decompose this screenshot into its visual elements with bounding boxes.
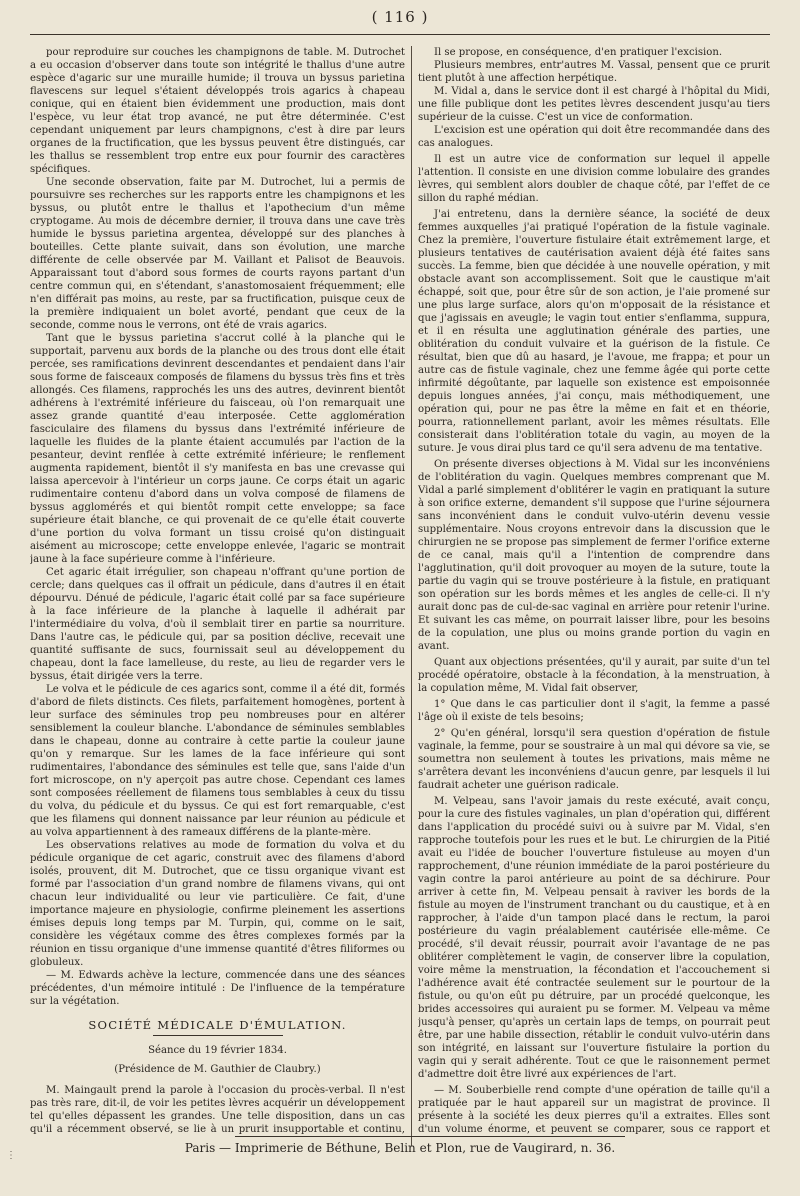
left-session-paragraph: M. Maingault prend la parole à l'occasion du procès-verbal. Il n'est pas très rare, dit-il, de voir les petites lèvres acquérir un développement tel qu'elles dépassent les grandes. Une telle disposition, dans un cas qu'il a récemment observé, se lie à un prurit insupportable et continu, bbox=[30, 1085, 405, 1135]
right-paragraph: Plusieurs membres, entr'autres M. Vassal, pensent que ce prurit tient plutôt à une affection herpétique. bbox=[418, 60, 770, 84]
footer-rule bbox=[235, 1136, 625, 1137]
numbered-point: 2° Qu'en général, lorsqu'il sera question d'opération de fistule vaginale, la femme, pour se soustraire à un mal qui dévore sa vie, se soumettra non seulement à toutes les privations, mais même ne s'arrêtera devant les inconvéniens d'aucun genre, par lesquels il lui faudrait acheter une guérison radicale. bbox=[418, 728, 770, 791]
right-paragraph: M. Velpeau, sans l'avoir jamais du reste exécuté, avait conçu, pour la cure des fistules vaginales, un plan d'opération qui, différent dans l'application du procédé suivi ou à suivre par M. Vidal, s'en rapproche toutefois pour les rues et le but. Le chirurgien de la Pitié avait eu l'idée de boucher l'ouverture fistuleuse au moyen d'un rapprochement, d'une réunion immédiate de la paroi postérieure du vagin contre la paroi antérieure au point de sa déchirure. Pour arriver à cette fin, M. Velpeau pensait à raviver les bords de la fistule au moyen de l'instrument tranchant ou du caustique, et à en rapprocher, à l'aide d'un tampon placé dans le rectum, la paroi postérieure du vagin préalablement cautérisée elle-même. Ce procédé, s'il devait réussir, pourrait avoir l'avantage de ne pas oblitérer complètement le vagin, de conserver libre la copulation, voire même la menstruation, la fécondation et l'accouchement si l'adhérence avait été contractée seulement sur le pourtour de la fistule, ou qu'on eût pu détruire, par un procédé quelconque, les brides accessoires qui auraient pu se former. M. Velpeau va même jusqu'à penser, qu'après un certain laps de temps, on pourrait peut être, par une habile dissection, rétablir le conduit vulvo-utérin dans son intégrité, en laissant sur l'ouverture fistulaire la portion du vagin qui y serait adhérente. Tout ce que le raisonnement permet d'admettre doit être livré aux expériences de l'art. bbox=[418, 796, 770, 1080]
left-column bbox=[30, 46, 405, 1136]
column-divider bbox=[411, 46, 412, 1146]
printer-imprint: Paris — Imprimerie de Béthune, Belin et Plon, rue de Vaugirard, n. 36. bbox=[184, 1141, 616, 1155]
right-paragraph: Il se propose, en conséquence, d'en pratiquer l'excision. bbox=[434, 47, 723, 58]
right-paragraph: L'excision est une opération qui doit être recommandée dans des cas analogues. bbox=[418, 125, 770, 149]
left-paragraph: Une seconde observation, faite par M. Dutrochet, lui a permis de poursuivre ses recherches sur les rapports entre les champignons et les byssus, ou plutôt entre le thallus et l'apothecium d'un même cryptogame. Au mois de décembre dernier, il trouva dans une cave très humide le byssus parietina argentea, développé sur des planches à bouteilles. Cette plante suivait, dans son évolution, une marche différente de celle observée par M. Vaillant et Palisot de Beauvois. Apparaissant tout d'abord sous formes de courts rayons partant d'un centre commun qui, en s'étendant, s'anastomosaient fréquemment; elle n'en différait pas moins, au reste, par sa fructification, puisque ceux de la première indiquaient un bolet avorté, pendant que ceux de la seconde, comme nous le verrons, ont été de vrais agarics. bbox=[30, 177, 405, 331]
left-paragraph: Le volva et le pédicule de ces agarics sont, comme il a été dit, formés d'abord de filets distincts. Ces filets, parfaitement homogènes, portent à leur surface des séminules trop peu nombreuses pour en altérer sensiblement la couleur blanche. L'abondance de séminules semblables dans le chapeau, donne au contraire à cette partie la couleur jaune qu'on y remarque. Sur les lames de la face inférieure qui sont rudimentaires, l'abondance des séminules est telle que, sans l'aide d'un fort microscope, on n'y aperçoit pas autre chose. Cependant ces lames sont composées réellement de filamens tous semblables à ceux du tissu du volva, du pédicule et du byssus. Ce qui est fort remarquable, c'est que les filamens qui donnent naissance par leur réunion au pédicule et au volva appartiennent à des rameaux différens de la plante-mère. bbox=[30, 684, 405, 838]
left-paragraph: Les observations relatives au mode de formation du volva et du pédicule organique de cet agaric, construit avec des filamens d'abord isolés, prouvent, dit M. Dutrochet, que ce tissu organique vivant est formé par l'association d'un grand nombre de filamens vivans, qui ont chacun leur individualité ou leur vie particulière. Ce fait, d'une importance majeure en physiologie, confirme pleinement les assertions émises depuis long temps par M. Turpin, qui, comme on le sait, considère les végétaux comme des êtres complexes formés par la réunion en tissu organique d'une immense quantité d'êtres filiformes ou globuleux. bbox=[30, 840, 405, 968]
session-presidence: (Présidence de M. Gauthier de Claubry.) bbox=[114, 1064, 321, 1075]
left-paragraph: Cet agaric était irrégulier, son chapeau n'offrant qu'une portion de cercle; dans quelques cas il offrait un pédicule, dans d'autres il en était dépourvu. Dénué de pédicule, l'agaric était collé par sa face supérieure à la face inférieure de la planche à laquelle il adhérait par l'intermédiaire du volva, d'où il semblait tirer en partie sa nourriture. Dans l'autre cas, le pédicule qui, par sa position déclive, recevait une quantité suffisante de sucs, fournissait seul au développement du chapeau, dont la face lamelleuse, du reste, au lieu de regarder vers le byssus, était dirigée vers la terre. bbox=[30, 567, 405, 682]
left-paragraph: Tant que le byssus parietina s'accrut collé à la planche qui le supportait, parvenu aux bords de la planche ou des trous dont elle était percée, ses ramifications devinrent descendantes et pendaient dans l'air sous forme de faisceaux composés de filamens du byssus très fins et très allongés. Ces filamens, rapprochés les uns des autres, devinrent bientôt adhérens à l'extrémité inférieure du faisceau, où l'on remarquait une assez grande quantité d'eau interposée. Cette agglomération fasciculaire des filamens du byssus dans l'extrémité inférieure de laquelle les fluides de la plante étaient accumulés par l'action de la pesanteur, devint renflée à cette extrémité inférieure; le renflement augmenta rapidement, bientôt il s'y manifesta en bas une crevasse qui laissa apercevoir à l'intérieur un corps jaune. Ce corps était un agaric rudimentaire contenu d'abord dans un volva composé de filamens de byssus agglomérés et qui bientôt rompit cette enveloppe; sa face supérieure était blanche, ce qui provenait de ce qu'elle était couverte d'une portion du volva formant un tissu croisé qu'on distinguait aisément au microscope; cette enveloppe enlevée, l'agaric se montrait jaune à la face supérieure comme à l'inférieure. bbox=[30, 333, 405, 565]
section-title-rule bbox=[153, 1035, 283, 1036]
right-paragraph: M. Vidal a, dans le service dont il est chargé à l'hôpital du Midi, une fille publique dont les petites lèvres descendent jusqu'au tiers supérieur de la cuisse. C'est un vice de conformation. bbox=[418, 86, 770, 123]
left-paragraph: — M. Edwards achève la lecture, commencée dans une des séances précédentes, d'un mémoire intitulé : De l'influence de la température sur la végétation. bbox=[30, 970, 405, 1007]
right-paragraph: On présente diverses objections à M. Vidal sur les inconvéniens de l'oblitération du vagin. Quelques membres comprenant que M. Vidal a parlé simplement d'oblitérer le vagin en pratiquant la suture à son orifice externe, demandent s'il suppose que l'urine séjournera sans inconvénient dans le conduit vulvo-utérin devenu vessie supplémentaire. Nous croyons entrevoir dans la discussion que le chirurgien ne se propose pas simplement de fermer l'orifice externe de ce canal, mais qu'il a l'intention de comprendre dans l'agglutination, qu'il doit provoquer au moyen de la suture, toute la partie du vagin qui se trouve postérieure à la fistule, en pratiquant son opération sur les bords mêmes et les angles de celle-ci. Il n'y aurait donc pas de cul-de-sac vaginal en arrière pour retenir l'urine. Et suivant les cas même, on pourrait laisser libre, pour les besoins de la copulation, une plus ou moins grande portion du vagin en avant. bbox=[418, 459, 770, 652]
session-date: Séance du 19 février 1834. bbox=[148, 1045, 287, 1056]
header-rule bbox=[30, 34, 770, 35]
right-paragraph: Il est un autre vice de conformation sur lequel il appelle l'attention. Il consiste en une division comme lobulaire des grandes lèvres, qui semblent alors doubler de chaque côté, par l'effet de ce sillon du raphé médian. bbox=[418, 154, 770, 204]
right-paragraph: J'ai entretenu, dans la dernière séance, la société de deux femmes auxquelles j'ai pratiqué l'opération de la fistule vaginale. Chez la première, l'ouverture fistulaire était extrêmement large, et plusieurs tentatives de cautérisation avaient déjà été faites sans succès. La femme, bien que décidée à une nouvelle opération, y mit obstacle avant son accomplissement. Soit que le caustique m'ait échappé, soit que, pour être sûr de son action, je l'aie promené sur une plus large surface, alors qu'on m'opposait de la résistance et que j'agissais en aveugle; le vagin tout entier s'enflamma, suppura, et il en résulta une agglutination générale des parties, une oblitération du conduit vulvaire et la guérison de la fistule. Ce résultat, bien que dû au hasard, je l'avoue, me frappa; et pour un autre cas de fistule vaginale, chez une femme âgée qui porte cette infirmité dégoûtante, par laquelle son existence est empoisonnée depuis longues années, j'ai conçu, mais méthodiquement, une opération qui, pour ne pas être la même en fait et en théorie, pourra, rationnellement parlant, avoir les mêmes résultats. Elle consisterait dans l'oblitération totale du vagin, au moyen de la suture. Je vous dirai plus tard ce qu'il sera advenu de ma tentative. bbox=[418, 209, 770, 454]
section-title: SOCIÉTÉ MÉDICALE D'ÉMULATION. bbox=[88, 1018, 347, 1032]
right-paragraph: — M. Souberbielle rend compte d'une opération de taille qu'il a pratiquée par le haut appareil sur un magistrat de province. Il présente à la société les deux pierres qu'il a extraites. Elles sont d'un volume énorme, et peuvent se comparer, sous ce rapport et bbox=[418, 1085, 770, 1135]
numbered-point: 1° Que dans le cas particulier dont il s'agit, la femme a passé l'âge où il existe de tels besoins; bbox=[418, 699, 770, 723]
left-paragraph: pour reproduire sur couches les champignons de table. M. Dutrochet a eu occasion d'observer dans toute son intégrité le thallus d'une autre espèce d'agaric sur une muraille humide; il trouva un byssus parietina flavescens sur lequel s'étaient développés trois agarics à chapeau conique, qui en étaient bien évidemment une production, mais dont l'espèce, vu leur état trop avancé, ne put être déterminée. C'est cependant uniquement par leurs champignons, c'est à dire par leurs organes de la fructification, que les byssus peuvent être distingués, car les thallus se ressemblent trop entre eux pour fournir des caractères spécifiques. bbox=[30, 47, 405, 175]
page-number: ( 116 ) bbox=[371, 8, 429, 26]
right-column bbox=[418, 46, 770, 1136]
margin-mark: ⋮ bbox=[6, 1150, 16, 1161]
right-paragraph: Quant aux objections présentées, qu'il y aurait, par suite d'un tel procédé opératoire, obstacle à la fécondation, à la menstruation, à la copulation même, M. Vidal fait observer, bbox=[418, 657, 770, 694]
